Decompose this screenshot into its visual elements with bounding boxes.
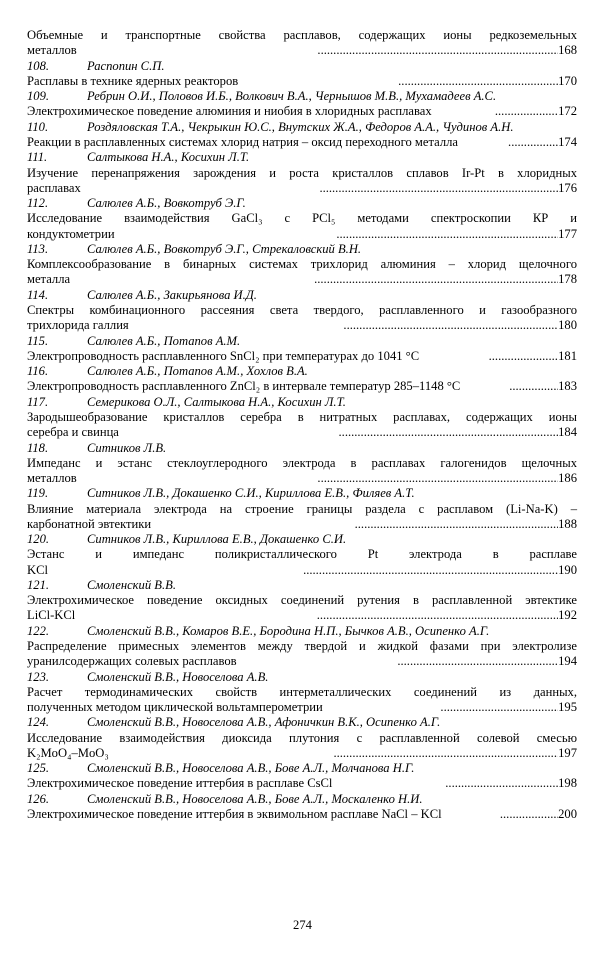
entry-authors: Смоленский В.В., Новоселова А.В. [87, 669, 269, 684]
entry-title: уранилсодержащих солевых расплавов [27, 654, 237, 669]
entry-title: расплавах [27, 180, 81, 195]
entry-title-line: Импеданс и эстанс стеклоуглеродного электрода в расплавах галогенидов щелочных [27, 455, 577, 470]
entry-title-last-line [27, 349, 577, 364]
entry-authors: Салюлев А.Б., Вовкотруб Э.Г., Стрекаловский В.Н. [87, 241, 362, 256]
entry-number: 113. [27, 241, 49, 256]
contents-list [27, 28, 577, 822]
entry-header [27, 624, 577, 639]
entry-number: 122. [27, 623, 50, 638]
toc-entry [27, 792, 577, 823]
entry-title-last-line [27, 272, 577, 287]
entry-title-last-line [27, 700, 577, 715]
entry-number: 119. [27, 486, 49, 501]
entry-page-number: 172 [558, 104, 577, 119]
entry-number: 124. [27, 715, 50, 730]
entry-title-last-line [27, 379, 577, 394]
entry-authors: Ребрин О.И., Половов И.Б., Волкович В.А., Чернышов М.В., Мухамадеев А.С. [87, 89, 497, 104]
entry-authors: Салюлев А.Б., Потапов А.М., Хохлов В.А. [87, 364, 308, 379]
toc-entry [27, 761, 577, 792]
dot-leader [495, 104, 558, 119]
entry-title: Электрохимическое поведение иттербия в расплаве CsCl [27, 776, 333, 791]
toc-entry [27, 395, 577, 441]
toc-entry [27, 89, 577, 120]
entry-page-number: 176 [558, 180, 577, 195]
entry-authors: Салюлев А.Б., Закирьянова И.Д. [87, 287, 257, 302]
entry-title-last-line [27, 608, 577, 623]
entry-title: металла [27, 272, 71, 287]
entry-authors: Семерикова О.Л., Салтыкова Н.А., Косихин Л.Т. [87, 394, 346, 409]
entry-header [27, 196, 577, 211]
toc-entry [27, 120, 577, 151]
toc-entry [27, 486, 577, 532]
dot-leader [500, 807, 558, 822]
entry-title: Расплавы в технике ядерных реакторов [27, 73, 239, 88]
entry-title-last-line [27, 776, 577, 791]
toc-entry [27, 196, 577, 242]
entry-number: 111. [27, 150, 48, 165]
entry-title: Электропроводность расплавленного ZnCl₂ в интервале температур 285–1148 °C [27, 379, 461, 394]
entry-title-last-line [27, 135, 577, 150]
entry-header [27, 532, 577, 547]
dot-leader [317, 471, 558, 486]
dot-leader [509, 379, 558, 394]
dot-leader [319, 181, 558, 196]
entry-page-number: 168 [558, 43, 577, 58]
entry-number: 117. [27, 394, 49, 409]
entry-title-last-line [27, 74, 577, 89]
toc-entry [27, 532, 577, 578]
entry-authors: Смоленский В.В. [87, 577, 176, 592]
entry-page-number: 200 [558, 806, 577, 821]
entry-page-number: 198 [558, 776, 577, 791]
entry-number: 116. [27, 364, 49, 379]
entry-page-number: 186 [558, 470, 577, 485]
entry-header [27, 395, 577, 410]
entry-title-line: Комплексообразование в бинарных системах трихлорид алюминия – хлорид щелочного [27, 257, 577, 272]
dot-leader [508, 135, 558, 150]
toc-entry [27, 715, 577, 761]
entry-title-line: Изучение перенапряжения зарождения и роста кристаллов сплавов Ir-Pt в хлоридных [27, 165, 577, 180]
entry-title: KCl [27, 562, 48, 577]
dot-leader [440, 700, 558, 715]
dot-leader [445, 776, 558, 791]
entry-header [27, 364, 577, 379]
entry-title: кондуктометрии [27, 226, 115, 241]
entry-page-number: 195 [558, 699, 578, 714]
dot-leader [355, 517, 558, 532]
entry-title: металлов [27, 43, 77, 58]
entry-title: серебра и свинца [27, 425, 119, 440]
entry-header [27, 333, 577, 348]
entry-page-number: 174 [558, 134, 577, 149]
entry-number: 118. [27, 440, 49, 455]
entry-number: 114. [27, 287, 49, 302]
entry-number: 109. [27, 89, 50, 104]
toc-entry [27, 288, 577, 334]
entry-authors: Салюлев А.Б., Вовкотруб Э.Г. [87, 196, 246, 211]
entry-number: 123. [27, 669, 50, 684]
entry-title-last-line [27, 43, 577, 58]
entry-title: Реакции в расплавленных системах хлорид натрия – оксид переходного металла [27, 134, 458, 149]
dot-leader [314, 272, 558, 287]
entry-page-number: 180 [558, 318, 577, 333]
entry-header [27, 792, 577, 807]
toc-entry [27, 58, 577, 89]
toc-entry [27, 364, 577, 395]
entry-number: 112. [27, 196, 49, 211]
entry-authors: Салюлев А.Б., Потапов А.М. [87, 333, 241, 348]
entry-number: 126. [27, 791, 50, 806]
entry-page-number: 170 [558, 73, 578, 88]
entry-title-line: Исследование взаимодействия GaCl₃ с PCl₅ методами спектроскопии КР и [27, 211, 577, 226]
entry-number: 108. [27, 58, 50, 73]
dot-leader [398, 74, 558, 89]
entry-authors: Ситников Л.В., Докашенко С.И., Кириллова Е.В., Филяев А.Т. [87, 486, 415, 501]
entry-title: Электропроводность расплавленного SnCl₂ при температурах до 1041 °C [27, 348, 420, 363]
dot-leader [317, 608, 558, 623]
entry-title-line: Эстанс и импеданс поликристаллического Pt электрода в расплаве [27, 547, 577, 562]
entry-title-last-line [27, 563, 577, 578]
toc-entry [27, 333, 577, 364]
entry-header [27, 89, 577, 104]
toc-entry [27, 440, 577, 486]
entry-authors: Смоленский В.В., Комаров В.Е., Бородина Н.П., Бычков А.В., Осипенко А.Г. [87, 623, 490, 638]
entry-authors: Смоленский В.В., Новоселова А.В., Бове А.Л., Молчанова Н.Г. [87, 761, 415, 776]
entry-number: 115. [27, 333, 49, 348]
entry-title: Электрохимическое поведение иттербия в эквимольном расплаве NaCl – KCl [27, 806, 442, 821]
entry-title-last-line [27, 104, 577, 119]
page-number: 274 [293, 918, 312, 932]
entry-header [27, 288, 577, 303]
entry-title-line: Спектры комбинационного рассеяния света твердого, расплавленного и газообразного [27, 302, 577, 317]
entry-number: 121. [27, 577, 50, 592]
dot-leader [333, 746, 558, 761]
entry-title-last-line [27, 807, 577, 822]
entry-title-last-line [27, 517, 577, 532]
dot-leader [336, 227, 558, 242]
dot-leader [339, 425, 559, 440]
entry-page-number: 177 [558, 226, 578, 241]
dot-leader [397, 654, 558, 669]
dot-leader [489, 349, 559, 364]
entry-header [27, 150, 577, 165]
entry-title-last-line [27, 471, 577, 486]
toc-entry [27, 624, 577, 670]
entry-authors: Ситников Л.В., Кириллова Е.В., Докашенко С.И. [87, 532, 347, 547]
toc-entry [27, 150, 577, 196]
entry-title: карбонатной эвтектики [27, 516, 152, 531]
entry-title-last-line [27, 425, 577, 440]
entry-title: K₂MoO₄–MoO₃ [27, 745, 109, 760]
entry-number: 120. [27, 532, 50, 547]
entry-title-line: Влияние материала электрода на строение границы раздела с расплавом (Li-Na-K) – [27, 501, 577, 516]
entry-header [27, 578, 577, 593]
entry-authors: Смоленский В.В., Новоселова А.В., Афоничкин В.К., Осипенко А.Г. [87, 715, 441, 730]
entry-authors: Ситников Л.В. [87, 440, 167, 455]
entry-authors: Смоленский В.В., Новоселова А.В., Бове А.Л., Москаленко Н.И. [87, 791, 423, 806]
entry-header [27, 669, 577, 684]
entry-header [27, 486, 577, 501]
entry-header [27, 440, 577, 455]
dot-leader [343, 318, 558, 333]
entry-page-number: 188 [558, 516, 577, 531]
entry-header [27, 242, 577, 257]
entry-title-line: Исследование взаимодействия диоксида плутония с расплавленной солевой смесью [27, 730, 577, 745]
entry-authors: Салтыкова Н.А., Косихин Л.Т. [87, 150, 250, 165]
toc-entry [27, 28, 577, 58]
dot-leader [303, 563, 558, 578]
entry-title-last-line [27, 227, 577, 242]
entry-title: LiCl-KCl [27, 608, 76, 623]
entry-page-number: 194 [558, 654, 578, 669]
entry-title-line: Объемные и транспортные свойства расплавов, содержащих ионы редкоземельных [27, 28, 577, 42]
entry-header [27, 761, 577, 776]
entry-title: Электрохимическое поведение алюминия и ниобия в хлоридных расплавах [27, 104, 432, 119]
entry-header [27, 715, 577, 730]
entry-title-last-line [27, 654, 577, 669]
entry-page-number: 184 [558, 425, 578, 440]
entry-title-last-line [27, 746, 577, 761]
entry-title-line: Расчет термодинамических свойств интерметаллических соединений из данных, [27, 684, 577, 699]
entry-page-number: 192 [558, 608, 578, 623]
entry-title-last-line [27, 181, 577, 196]
entry-number: 125. [27, 761, 50, 776]
entry-title: металлов [27, 470, 77, 485]
entry-title-line: Зародышеобразование кристаллов серебра в нитратных расплавах, содержащих ионы [27, 409, 577, 424]
entry-page-number: 181 [558, 348, 578, 363]
toc-entry [27, 578, 577, 624]
entry-authors: Роздяловская Т.А., Чекрыкин Ю.С., Внутских Ж.А., Федоров А.А., Чудинов А.Н. [87, 119, 514, 134]
dot-leader [317, 43, 558, 58]
entry-title-line: Электрохимическое поведение оксидных соединений рутения в расплавленной эвтектике [27, 593, 577, 608]
toc-entry [27, 242, 577, 288]
entry-page-number: 190 [558, 562, 578, 577]
entry-header [27, 120, 577, 135]
entry-page-number: 178 [558, 272, 577, 287]
entry-title: трихлорида галлия [27, 318, 129, 333]
entry-title-line: Распределение примесных элементов между твердой и жидкой фазами при электролизе [27, 638, 577, 653]
entry-authors: Распопин С.П. [87, 58, 165, 73]
entry-page-number: 183 [558, 379, 578, 394]
entry-title-last-line [27, 318, 577, 333]
entry-title: полученных методом циклической вольтамперометрии [27, 699, 323, 714]
entry-header [27, 58, 577, 73]
toc-entry [27, 669, 577, 715]
entry-page-number: 197 [558, 745, 578, 760]
entry-number: 110. [27, 119, 49, 134]
